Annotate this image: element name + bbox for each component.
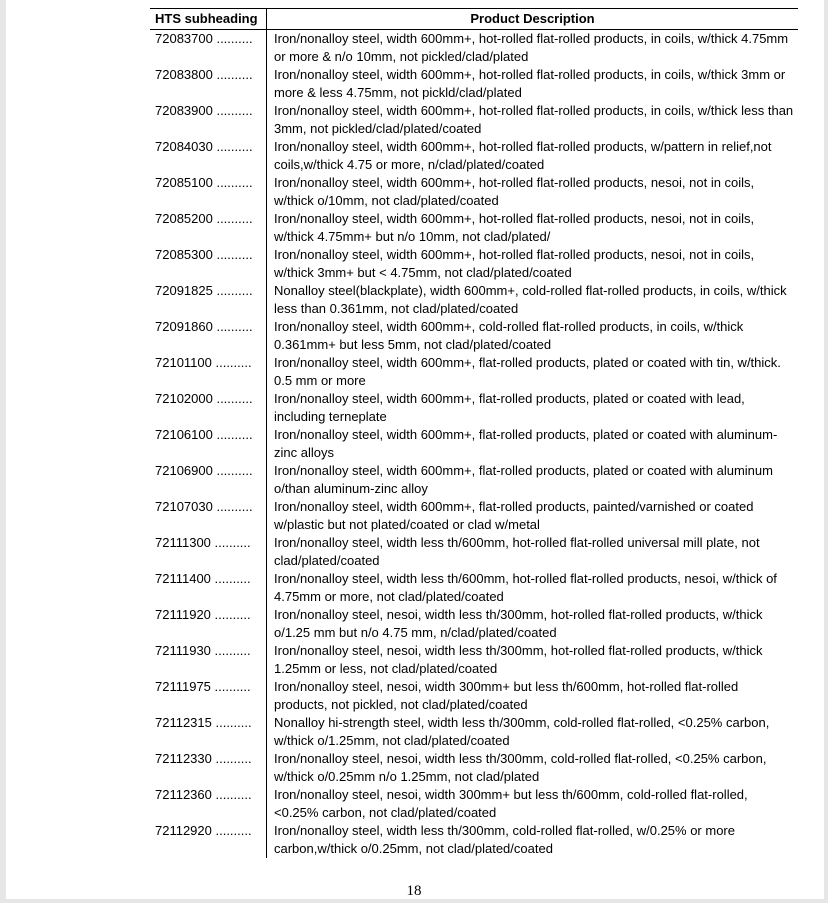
product-description: Iron/nonalloy steel, nesoi, width 300mm+ but less th/600mm, cold-rolled flat-rolled, <0.25% carbon, not clad/plated/coated	[274, 787, 748, 820]
product-description: Iron/nonalloy steel, width 600mm+, cold-rolled flat-rolled products, in coils, w/thick 0.361mm+ but less 5mm, not clad/plated/coated	[274, 319, 744, 352]
hts-code: 72112920 ..........	[150, 822, 267, 858]
product-description: Iron/nonalloy steel, width 600mm+, hot-rolled flat-rolled products, in coils, w/thick less than 3mm, not pickled/clad/plated/coated	[274, 103, 794, 136]
table-row	[150, 534, 798, 570]
hts-code: 72085300 ..........	[150, 246, 267, 282]
product-description: Iron/nonalloy steel, width less th/600mm, hot-rolled flat-rolled products, nesoi, w/thick of 4.75mm or more, not clad/plated/coated	[274, 571, 777, 604]
table-row	[150, 318, 798, 354]
page-edge-left	[0, 0, 6, 903]
table-row	[150, 642, 798, 678]
table-row	[150, 390, 798, 426]
hts-code: 72101100 ..........	[150, 354, 267, 390]
table-header	[150, 9, 798, 30]
table-row	[150, 354, 798, 390]
table-row	[150, 750, 798, 786]
page-edge-right	[824, 0, 828, 903]
hts-code: 72112315 ..........	[150, 714, 267, 750]
header-product-description: Product Description	[470, 11, 595, 26]
hts-code: 72111930 ..........	[150, 642, 267, 678]
table-row	[150, 138, 798, 174]
product-description: Iron/nonalloy steel, width 600mm+, hot-rolled flat-rolled products, in coils, w/thick 4.75mm or more & n/o 10mm, not pickled/clad/plated	[274, 31, 789, 64]
hts-code: 72111400 ..........	[150, 570, 267, 606]
product-description: Iron/nonalloy steel, nesoi, width less th/300mm, hot-rolled flat-rolled products, w/thick 1.25mm or less, not clad/plated/coated	[274, 643, 763, 676]
hts-table	[150, 8, 798, 858]
table-body	[150, 30, 798, 858]
hts-code: 72091825 ..........	[150, 282, 267, 318]
product-description: Iron/nonalloy steel, width 600mm+, hot-rolled flat-rolled products, nesoi, not in coils, w/thick 3mm+ but < 4.75mm, not clad/plated/coated	[274, 247, 755, 280]
product-description: Iron/nonalloy steel, width 600mm+, flat-rolled products, painted/varnished or coated w/plastic but not plated/coated or clad w/metal	[274, 499, 754, 532]
hts-code: 72091860 ..........	[150, 318, 267, 354]
product-description: Iron/nonalloy steel, width less th/300mm, cold-rolled flat-rolled, w/0.25% or more carbon,w/thick o/0.25mm, not clad/plated/coated	[274, 823, 735, 856]
hts-code: 72107030 ..........	[150, 498, 267, 534]
product-description: Iron/nonalloy steel, width 600mm+, hot-rolled flat-rolled products, nesoi, not in coils, w/thick o/10mm, not clad/plated/coated	[274, 175, 755, 208]
product-description: Nonalloy hi-strength steel, width less th/300mm, cold-rolled flat-rolled, <0.25% carbon, w/thick o/1.25mm, not clad/plated/coated	[274, 715, 770, 748]
table-row	[150, 822, 798, 858]
table-row	[150, 282, 798, 318]
product-description: Nonalloy steel(blackplate), width 600mm+, cold-rolled flat-rolled products, in coils, w/thick less than 0.361mm, not clad/plated/coated	[274, 283, 787, 316]
product-description: Iron/nonalloy steel, width 600mm+, hot-rolled flat-rolled products, nesoi, not in coils, w/thick 4.75mm+ but n/o 10mm, not clad/plated/	[274, 211, 755, 244]
product-description: Iron/nonalloy steel, width 600mm+, flat-rolled products, plated or coated with aluminum-zinc alloys	[274, 427, 778, 460]
table-row	[150, 66, 798, 102]
table-row	[150, 246, 798, 282]
product-description: Iron/nonalloy steel, nesoi, width less th/300mm, cold-rolled flat-rolled, <0.25% carbon, w/thick o/0.25mm n/o 1.25mm, not clad/plated	[274, 751, 767, 784]
product-description: Iron/nonalloy steel, width less th/600mm, hot-rolled flat-rolled universal mill plate, not clad/plated/coated	[274, 535, 760, 568]
table-row	[150, 498, 798, 534]
product-description: Iron/nonalloy steel, width 600mm+, hot-rolled flat-rolled products, w/pattern in relief,not coils,w/thick 4.75 or more, n/clad/plated/coated	[274, 139, 772, 172]
hts-code: 72111920 ..........	[150, 606, 267, 642]
product-description: Iron/nonalloy steel, width 600mm+, hot-rolled flat-rolled products, in coils, w/thick 3mm or more & less 4.75mm, not pickld/clad/plated	[274, 67, 786, 100]
hts-code: 72111975 ..........	[150, 678, 267, 714]
hts-code: 72106100 ..........	[150, 426, 267, 462]
table-row	[150, 210, 798, 246]
table-row	[150, 570, 798, 606]
product-description: Iron/nonalloy steel, width 600mm+, flat-rolled products, plated or coated with lead, including terneplate	[274, 391, 745, 424]
table-row	[150, 102, 798, 138]
hts-code: 72102000 ..........	[150, 390, 267, 426]
table-row	[150, 462, 798, 498]
hts-code: 72083700 ..........	[150, 30, 267, 66]
table-row	[150, 786, 798, 822]
table-row	[150, 30, 798, 66]
product-description: Iron/nonalloy steel, nesoi, width less th/300mm, hot-rolled flat-rolled products, w/thick o/1.25 mm but n/o 4.75 mm, n/clad/plated/coated	[274, 607, 763, 640]
hts-code: 72083800 ..........	[150, 66, 267, 102]
table-row	[150, 678, 798, 714]
table-row	[150, 174, 798, 210]
product-description: Iron/nonalloy steel, width 600mm+, flat-rolled products, plated or coated with aluminum o/than aluminum-zinc alloy	[274, 463, 773, 496]
hts-code: 72084030 ..........	[150, 138, 267, 174]
table-row	[150, 606, 798, 642]
hts-code: 72085100 ..........	[150, 174, 267, 210]
hts-code: 72083900 ..........	[150, 102, 267, 138]
hts-code: 72112330 ..........	[150, 750, 267, 786]
hts-code: 72111300 ..........	[150, 534, 267, 570]
hts-code: 72085200 ..........	[150, 210, 267, 246]
hts-code: 72112360 ..........	[150, 786, 267, 822]
product-description: Iron/nonalloy steel, width 600mm+, flat-rolled products, plated or coated with tin, w/thick. 0.5 mm or more	[274, 355, 781, 388]
table-row	[150, 426, 798, 462]
product-description: Iron/nonalloy steel, nesoi, width 300mm+ but less th/600mm, hot-rolled flat-rolled products, not pickled, not clad/plated/coated	[274, 679, 739, 712]
hts-code: 72106900 ..........	[150, 462, 267, 498]
header-hts-subheading: HTS subheading	[150, 9, 267, 29]
page-number: 18	[406, 883, 422, 899]
table-row	[150, 714, 798, 750]
